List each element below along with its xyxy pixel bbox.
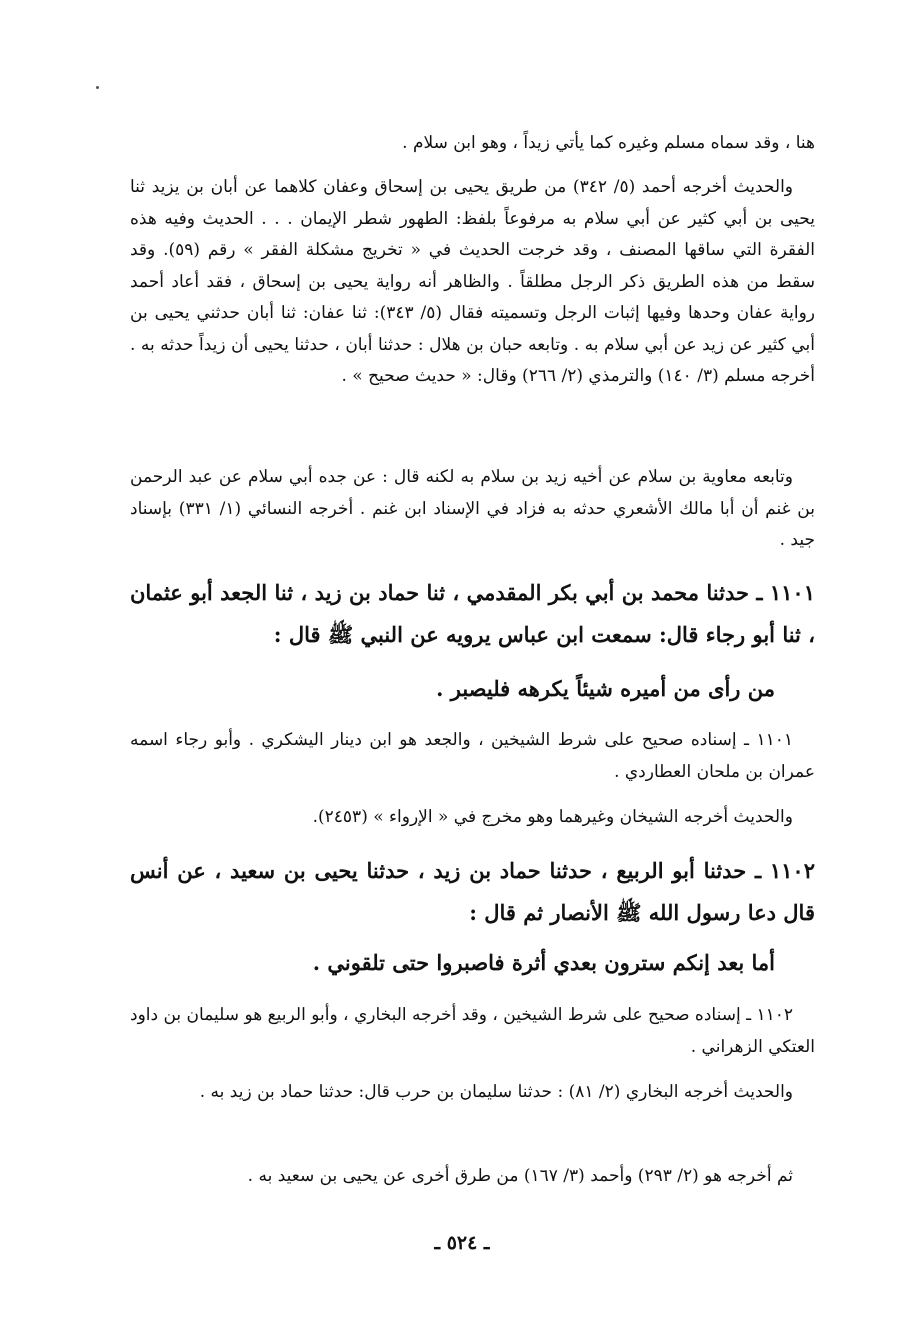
page-number: ـ ٥٢٤ ـ bbox=[434, 1232, 490, 1254]
note-continuation: هنا ، وقد سماه مسلم وغيره كما يأتي زيداً ، وهو ابن سلام . bbox=[402, 133, 815, 153]
hadith-1102-chain: ١١٠٢ ـ حدثنا أبو الربيع ، حدثنا حماد بن زيد ، حدثنا يحيى بن سعيد ، عن أنس قال دعا رسول الله ﷺ الأنصار ثم قال : bbox=[130, 858, 815, 925]
hadith-1101-chain: ١١٠١ ـ حدثنا محمد بن أبي بكر المقدمي ، ثنا حماد بن زيد ، ثنا الجعد أبو عثمان ، ثنا أبو رجاء قال: سمعت ابن عباس يرويه عن النبي ﷺ قال : bbox=[130, 580, 815, 647]
hadith-1101-text: من رأى من أميره شيئاً يكرهه فليصبر . bbox=[436, 676, 775, 701]
note-paragraph-muawiya: وتابعه معاوية بن سلام عن أخيه زيد بن سلام به لكنه قال : عن جده أبي سلام عن عبد الرحمن بن غنم أن أبا مالك الأشعري حدثه به فزاد في الإسناد ابن غنم . أخرجه النسائي (١/ ٣٣١) بإسناد جيد . bbox=[130, 467, 815, 550]
note-1102-bukhari: والحديث أخرجه البخاري (٢/ ٨١) : حدثنا سليمان بن حرب قال: حدثنا حماد بن زيد به . bbox=[199, 1082, 793, 1102]
scan-speck bbox=[96, 86, 99, 89]
note-1102-other-routes: ثم أخرجه هو (٢/ ٢٩٣) وأحمد (٣/ ١٦٧) من طرق أخرى عن يحيى بن سعيد به . bbox=[247, 1166, 793, 1186]
note-paragraph-ahmad: والحديث أخرجه أحمد (٥/ ٣٤٢) من طريق يحيى بن إسحاق وعفان كلاهما عن أبان بن يزيد ثنا يحيى بن أبي كثير عن أبي سلام به مرفوعاً بلفظ: الطهور شطر الإيمان . . . الحديث وفيه هذه الفقرة التي ساقها المصنف ، وقد خرجت الحديث في « تخريج مشكلة الفقر » رقم (٥٩). وقد سقط من هذه الطريق ذكر الرجل مطلقاً . والظاهر أنه رواية يحيى بن إسحاق ، فقد أعاد أحمد رواية عفان وحدها وفيها إثبات الرجل وتسميته فقال (٥/ ٣٤٣): ثنا عفان: ثنا أبان حدثني يحيى بن أبي كثير عن زيد عن أبي سلام به . وتابعه حبان بن هلال : حدثنا أبان ، حدثنا يحيى أن زيداً حدثه به . أخرجه مسلم (٣/ ١٤٠) والترمذي (٢/ ٢٦٦) وقال: « حديث صحيح » . bbox=[130, 177, 815, 386]
note-1101-takhrij: والحديث أخرجه الشيخان وغيرهما وهو مخرج في « الإرواء » (٢٤٥٣). bbox=[312, 807, 793, 827]
note-1101-isnad: ١١٠١ ـ إسناده صحيح على شرط الشيخين ، والجعد هو ابن دينار اليشكري . وأبو رجاء اسمه عمران بن ملحان العطاردي . bbox=[130, 730, 815, 782]
hadith-1102-text: أما بعد إنكم سترون بعدي أثرة فاصبروا حتى تلقوني . bbox=[312, 950, 775, 975]
note-1102-isnad: ١١٠٢ ـ إسناده صحيح على شرط الشيخين ، وقد أخرجه البخاري ، وأبو الربيع هو سليمان بن داود العتكي الزهراني . bbox=[130, 1005, 815, 1057]
